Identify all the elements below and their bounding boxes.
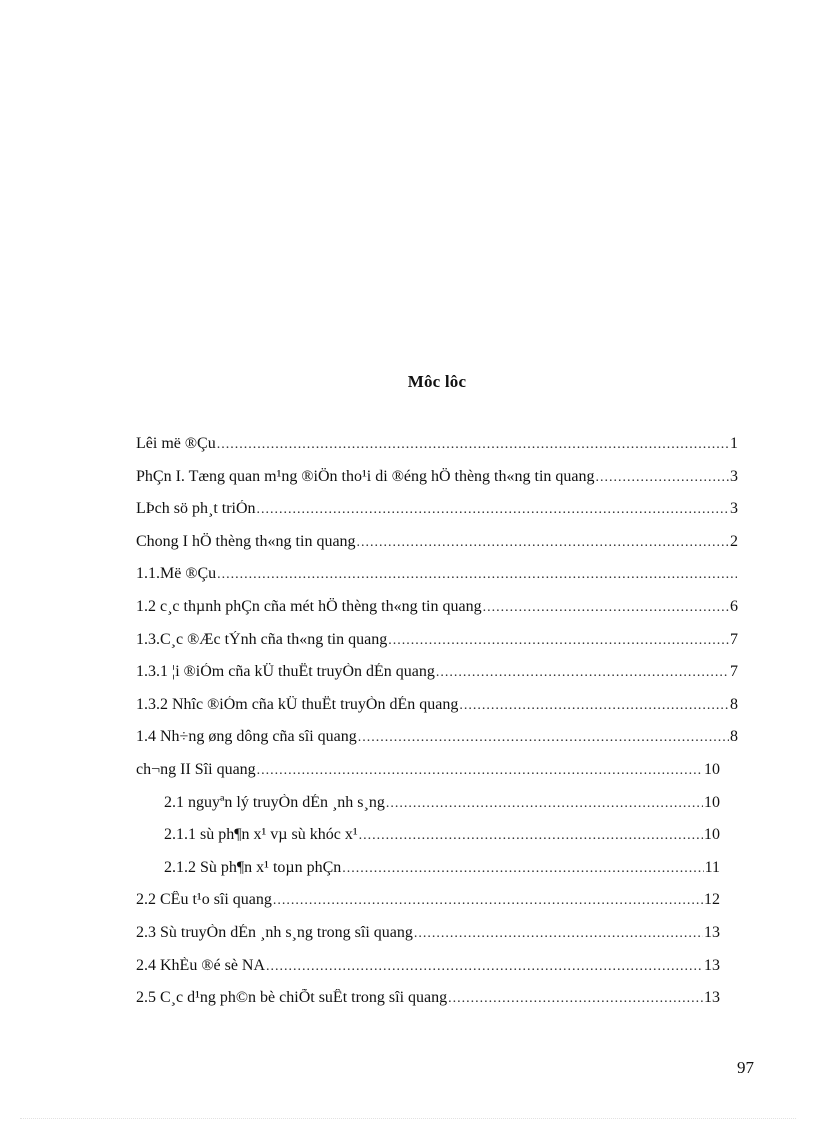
toc-leader-dots bbox=[273, 893, 703, 909]
toc-entry-page: 10 bbox=[704, 826, 720, 844]
toc-entry-page: 12 bbox=[704, 891, 720, 909]
toc-entry-page: 3 bbox=[730, 467, 738, 485]
toc-entry[interactable] bbox=[136, 957, 720, 990]
toc-entry-page: 2 bbox=[730, 532, 738, 550]
toc-leader-dots bbox=[257, 763, 703, 779]
toc-entry[interactable] bbox=[136, 989, 720, 1022]
toc-entry-text: 2.4 KhÈu ®é sè NA bbox=[136, 956, 266, 974]
toc-entry-text: 2.2 CÊu t¹o sîi quang bbox=[136, 891, 272, 909]
page-number: 97 bbox=[737, 1058, 754, 1077]
toc-entry-text: 2.1 nguyªn lý truyÒn dÉn ¸nh s¸ng bbox=[164, 793, 385, 811]
toc-entry-text: 2.1.1 sù ph¶n x¹ vµ sù khóc x¹ bbox=[164, 826, 358, 844]
toc-leader-dots bbox=[436, 665, 729, 681]
toc-entry-text: 1.3.C¸c ®Æc tÝnh cña th«ng tin quang bbox=[136, 630, 388, 648]
toc-entry-page: 1 bbox=[730, 435, 738, 452]
toc-leader-dots bbox=[266, 959, 703, 975]
toc-entry[interactable] bbox=[136, 533, 738, 566]
toc-entry-text: 1.4 Nh÷ng øng dông cña sîi quang bbox=[136, 728, 357, 746]
toc-leader-dots bbox=[359, 828, 703, 844]
toc-entry[interactable] bbox=[136, 794, 720, 827]
toc-entry-text: 1.1.Më ®Çu bbox=[136, 565, 217, 583]
page-title: Môc lôc bbox=[407, 372, 467, 391]
toc-leader-dots bbox=[448, 991, 703, 1007]
toc-entry-text: 2.3 Sù truyÒn dÉn ¸nh s¸ng trong sîi quang bbox=[136, 923, 413, 941]
toc-entry-page: 3 bbox=[730, 500, 738, 518]
toc-entry[interactable] bbox=[136, 500, 738, 533]
toc-entry[interactable] bbox=[136, 924, 720, 957]
toc-entry-text: 1.2 c¸c thµnh phÇn cña mét hÖ thèng th«ng tin quang bbox=[136, 597, 482, 615]
toc-entry[interactable] bbox=[136, 859, 720, 892]
toc-leader-dots bbox=[483, 600, 729, 616]
toc-entry-page: 13 bbox=[704, 923, 720, 941]
toc-entry-text: Chong I hÖ thèng th«ng tin quang bbox=[136, 532, 356, 550]
toc-entry-page: 13 bbox=[704, 956, 720, 974]
toc-leader-dots bbox=[257, 502, 729, 518]
toc-entry[interactable] bbox=[136, 663, 738, 696]
toc-entry-text: ch¬ng II Sîi quang bbox=[136, 760, 256, 778]
toc-leader-dots bbox=[414, 926, 703, 942]
toc-entry-text: Lêi më ®Çu bbox=[136, 435, 216, 452]
toc-leader-dots bbox=[595, 470, 729, 486]
toc-entry-page: 13 bbox=[704, 989, 720, 1007]
toc-entry[interactable] bbox=[136, 598, 738, 631]
toc-entry[interactable] bbox=[136, 468, 738, 501]
toc-leader-dots bbox=[357, 535, 729, 551]
toc-entry-text: 1.3.2 Nhîc ®iÓm cña kÜ thuËt truyÒn dÉn quang bbox=[136, 695, 459, 713]
toc-entry-page: 10 bbox=[704, 793, 720, 811]
toc-entry-page: 7 bbox=[730, 630, 738, 648]
page-bottom-divider bbox=[20, 1118, 796, 1119]
toc-entry-text: LÞch sö ph¸t triÓn bbox=[136, 500, 256, 518]
toc-entry-text: 2.5 C¸c d¹ng ph©n bè chiÕt suÊt trong sîi quang bbox=[136, 989, 448, 1007]
toc-entry-page: 8 bbox=[730, 695, 738, 713]
toc-entry-page: 7 bbox=[730, 663, 738, 681]
toc-leader-dots bbox=[217, 567, 737, 583]
toc-leader-dots bbox=[386, 796, 703, 812]
toc-entry[interactable] bbox=[136, 696, 738, 729]
toc-entry-page: 6 bbox=[730, 597, 738, 615]
toc-leader-dots bbox=[217, 437, 729, 453]
toc-entry-text: 1.3.1 ¦i ®iÓm cña kÜ thuËt truyÒn dÉn quang bbox=[136, 663, 435, 681]
toc-entry[interactable] bbox=[136, 631, 738, 664]
toc-entry[interactable] bbox=[136, 891, 720, 924]
toc-leader-dots bbox=[358, 730, 729, 746]
toc-entry-text: PhÇn I. Tæng quan m¹ng ®iÖn tho¹i di ®éng hÖ thèng th«ng tin quang bbox=[136, 467, 595, 485]
toc-entry-page: 8 bbox=[730, 728, 738, 746]
toc-entry[interactable] bbox=[136, 826, 720, 859]
toc-entry-page: 10 bbox=[704, 760, 720, 778]
toc-entry[interactable] bbox=[136, 435, 738, 468]
toc-entry[interactable] bbox=[136, 761, 720, 794]
toc-leader-dots bbox=[459, 698, 729, 714]
toc-entry[interactable] bbox=[136, 728, 738, 761]
toc-entry-text: 2.1.2 Sù ph¶n x¹ toµn phÇn bbox=[164, 858, 342, 876]
toc-leader-dots bbox=[388, 633, 729, 649]
toc-entry[interactable] bbox=[136, 565, 738, 598]
toc-leader-dots bbox=[342, 861, 703, 877]
table-of-contents bbox=[136, 435, 738, 1022]
toc-entry-page: 11 bbox=[704, 858, 720, 876]
